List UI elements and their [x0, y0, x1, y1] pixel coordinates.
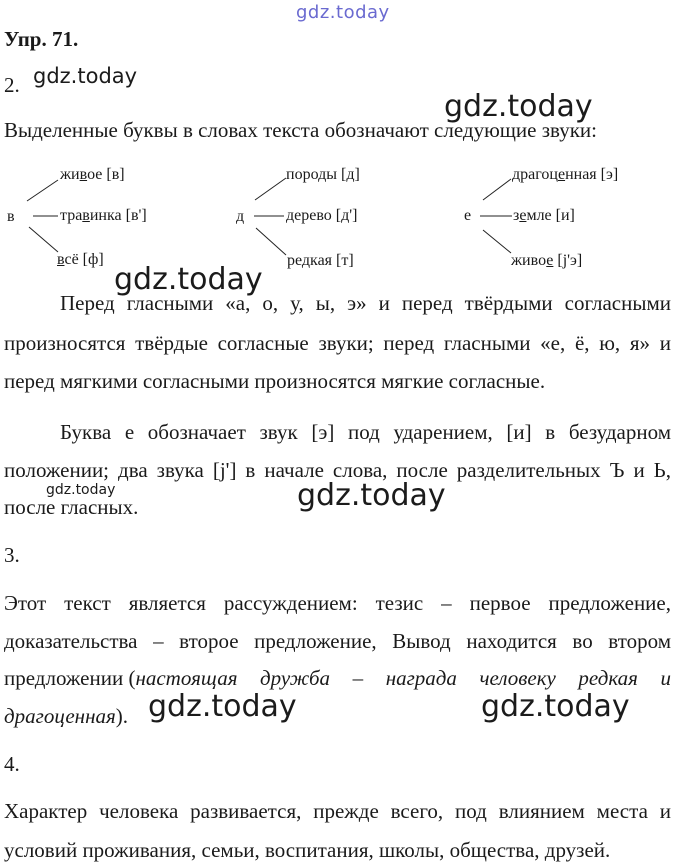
paragraph-line: Буква е обозначает звук [э] под ударением, [и] в безударном — [60, 420, 671, 444]
paragraph-line: драгоценная). — [4, 704, 129, 728]
paragraph-line: Характер человека развивается, прежде всего, под влиянием места и — [4, 799, 671, 823]
watermark: gdz.today — [444, 89, 593, 124]
section-number: 2. — [4, 73, 20, 97]
watermark: gdz.today — [114, 262, 263, 297]
diagram-word: драгоценная [э] — [512, 166, 619, 183]
watermark: gdz.today — [148, 689, 297, 724]
diagram-word: дерево [д'] — [286, 207, 358, 224]
watermark: gdz.today — [297, 478, 446, 513]
diagram-word: земле [и] — [513, 207, 575, 224]
paragraph-line: положении; два звука [j'] в начале слова, после разделительных Ъ и Ь, — [4, 458, 671, 482]
paragraph-line: Перед гласными «а, о, у, ы, э» и перед твёрдыми согласными — [60, 291, 671, 315]
paragraph-line: после гласных. — [4, 495, 139, 519]
paragraph-line: доказательства – второе предложение, Вывод находится во втором — [4, 629, 671, 653]
diagram-word: всё [ф] — [57, 251, 104, 268]
diagram-word: травинка [в'] — [60, 207, 147, 224]
diagram-word: редкая [т] — [287, 252, 354, 269]
diagram-word: живое [j'э] — [511, 252, 583, 269]
diagram-word: породы [д] — [286, 166, 360, 183]
watermark: gdz.today — [296, 2, 390, 23]
watermark: gdz.today — [33, 64, 138, 88]
paragraph-line: предложении ( настоящая дружба – награда человеку редкая и — [4, 666, 671, 690]
diagram-letter: д — [236, 208, 245, 225]
diagram-word: живое [в] — [60, 166, 125, 183]
section-number: 4. — [4, 752, 20, 776]
paragraph-line: произносятся твёрдые согласные звуки; перед гласными «е, ё, ю, я» и — [4, 331, 671, 355]
exercise-title: Упр. 71. — [4, 27, 79, 51]
intro-text: Выделенные буквы в словах текста обозначают следующие звуки: — [4, 118, 598, 142]
paragraph-line: перед мягкими согласными произносятся мягкие согласные. — [4, 369, 546, 393]
paragraph-line: условий проживания, семьи, воспитания, школы, общества, друзей. — [4, 838, 611, 862]
letter-diagram-lines — [0, 0, 675, 290]
diagram-letter: е — [464, 207, 472, 224]
paragraph-line: Этот текст является рассуждением: тезис – первое предложение, — [4, 591, 671, 615]
section-number: 3. — [4, 543, 20, 567]
watermark: gdz.today — [481, 689, 630, 724]
watermark: gdz.today — [46, 482, 116, 498]
diagram-letter: в — [7, 208, 15, 225]
